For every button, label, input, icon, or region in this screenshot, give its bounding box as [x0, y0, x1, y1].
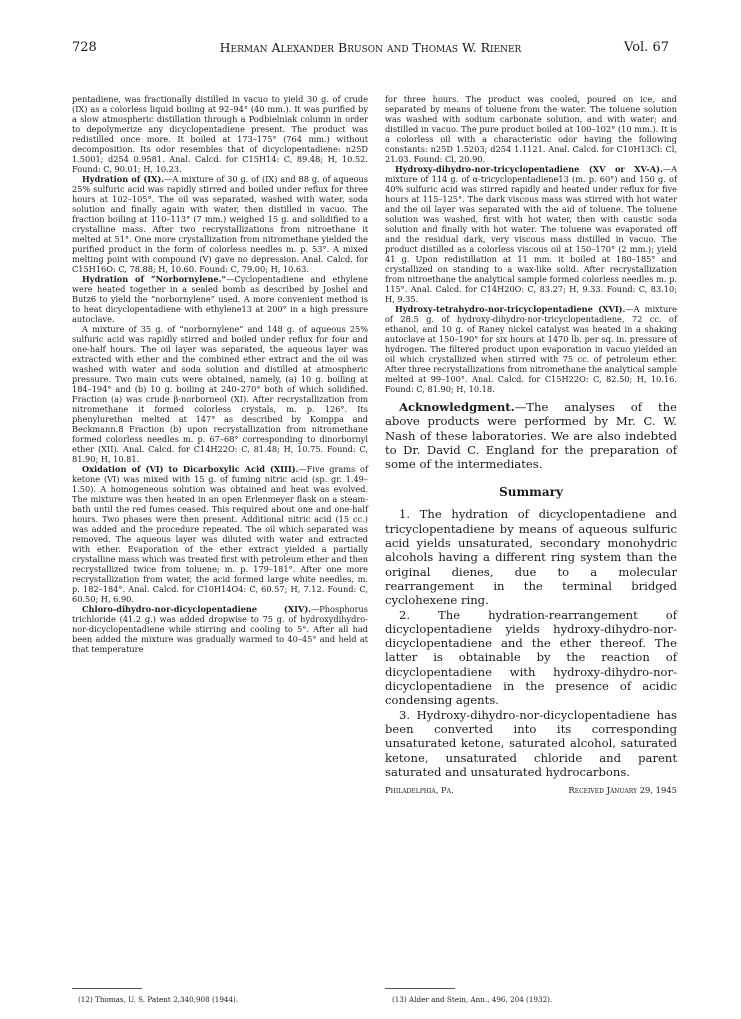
signature-city: Philadelphia, Pa.: [385, 785, 454, 796]
left-column: [72, 94, 368, 654]
paragraph-text: —Phosphorus trichloride (41.2 g.) was added dropwise to 75 g. of hydroxydihydro-nor-dicyclopentadiene while stirring and cooling to 5°. After all had been added the mixture was gradually warmed to 40–45° and held at that temperature: [72, 604, 368, 654]
section-run-in-heading: Hydration of “Norbornylene.”: [82, 274, 227, 284]
paragraph: [72, 604, 368, 654]
paragraph: [72, 94, 368, 174]
paragraph-text: —A mixture of 30 g. of (IX) and 88 g. of aqueous 25% sulfuric acid was rapidly stirred and boiled under reflux for three hours at 102–105°. The oil was separated, washed with water, soda solution and finally again with water, then distilled in vacuo. The fraction boiling at 110–113° (7 mm.) weighed 15 g. and solidified to a crystalline mass. After two recrystallizations from nitroethane it melted at 51°. One more crystallization from nitromethane yielded the purified product in the form of colorless needles m. p. 53°. A mixed melting point with compound (V) gave no depression. Anal. Calcd. for C15H16O: C, 78.88; H, 10.60. Found: C, 79.00; H, 10.63.: [72, 174, 368, 274]
running-head-authors: Herman Alexander Bruson and Thomas W. Riener: [219, 40, 522, 55]
paragraph-text: —A mixture of 28.5 g. of hydroxy-dihydro-nor-tricyclopentadiene, 72 cc. of ethanol, and 10 g. of Raney nickel catalyst was heated in a shaking autoclave at 150–190° for six hours at 1470 lb. per sq. in. pressure of hydrogen. The filtered product upon evaporation in vacuo yielded an oil which crystallized when stirred with 75 cc. of petroleum ether. After three recrystallizations from nitromethane the analytical sample melted at 99–100°. Anal. Calcd. for C15H22O: C, 82.50; H, 10.16. Found: C, 81.90; H, 10.18.: [385, 304, 678, 394]
footnote-12: (12) Thomas, U. S. Patent 2,340,908 (1944).: [78, 995, 239, 1004]
received-date: Received January 29, 1945: [568, 785, 677, 796]
footnote-rule-left: [72, 988, 142, 989]
right-column: [385, 94, 677, 799]
section-run-in-heading: Hydroxy-dihydro-nor-tricyclopentadiene (XV or XV-A).: [395, 164, 663, 174]
footnote-13: (13) Alder and Stein, Ann., 496, 204 (1932).: [392, 995, 553, 1004]
right-column-paragraphs: [385, 94, 677, 394]
paragraph: [72, 464, 368, 604]
paragraph-text: pentadiene, was fractionally distilled in vacuo to yield 30 g. of crude (IX) as a colorless liquid boiling at 92–94° (40 mm.). It was purified by a slow atmospheric distillation through a Podbielniak column in order to depolymerize any dicyclopentadiene present. The product was redistilled once more. It boiled at 173–175° (764 mm.) without decomposition. Its odor resembles that of dicyclopentadiene: n25D 1.5001; d254 0.9581. Anal. Calcd. for C15H14: C, 89.48; H, 10.52. Found: C, 90.01; H, 10.23.: [72, 94, 368, 174]
section-run-in-heading: Chloro-dihydro-nor-dicyclopentadiene (XIV).: [82, 604, 312, 614]
paragraph-text: —A mixture of 114 g. of α-tricyclopentadiene13 (m. p. 60°) and 150 g. of 40% sulfuric acid was stirred rapidly and heated under reflux for five hours at 115–125°. The dark viscous mass was stirred with hot water and the oil layer was separated with the aid of toluene. The toluene solution was washed, first with hot water, then with caustic soda solution and finally with hot water. The toluene was evaporated off and the residual dark, very viscous mass distilled in vacuo. The product distilled as a colorless viscous oil at 150–170° (2 mm.); yield 41 g. Upon redistillation at 11 mm. it boiled at 180–185° and crystallized on standing to a wax-like solid. After recrystallization from nitroethane the analytical sample formed colorless needles m. p. 115°. Anal. Calcd. for C14H20O: C, 83.27; H, 9.33. Found: C, 83.10; H, 9.35.: [385, 164, 677, 304]
section-run-in-heading: Hydroxy-tetrahydro-nor-tricyclopentadiene (XVI).: [395, 304, 626, 314]
paragraph: [385, 94, 677, 164]
paragraph: [72, 324, 368, 464]
summary-heading: Summary: [499, 485, 563, 500]
acknowledgment-heading: Acknowledgment.: [399, 400, 515, 414]
summary-item: 2. The hydration-rearrangement of dicyclopentadiene yields hydroxy-dihydro-nor-dicyclopentadiene and the ether thereof. The latter is obtainable by the reaction of dicyclopentadiene with hydroxy-dihydro-nor-dicyclopentadiene in the presence of acidic condensing agents.: [385, 607, 677, 708]
section-run-in-heading: Oxidation of (VI) to Dicarboxylic Acid (XIII).: [82, 464, 299, 474]
acknowledgment-text: —The analyses of the above products were performed by Mr. C. W. Nash of these laboratories. We are also indebted to Dr. David C. England for the preparation of some of the intermediates.: [385, 400, 677, 472]
signature-line: [385, 785, 677, 799]
paragraph: [72, 274, 368, 324]
paragraph-text: —Five grams of ketone (VI) was mixed with 15 g. of fuming nitric acid (sp. gr. 1.49–1.50). A homogeneous solution was obtained and heat was evolved. The mixture was then heated in an open Erlenmeyer flask on a steam-bath until the red fumes ceased. This required about one and one-half hours. Two phases were then present. Additional nitric acid (15 cc.) was added and the procedure repeated. The oil which separated was removed. The aqueous layer was diluted with water and extracted with ether. Evaporation of the ether extract yielded a partially crystalline mass which was treated first with petroleum ether and then recrystallized twice from toluene; m. p. 179–181°. After one more recrystallization from water, the acid formed large white needles, m. p. 182–184°. Anal. Calcd. for C10H14O4: C, 60.57; H, 7.12. Found: C, 60.50; H, 6.90.: [72, 464, 368, 604]
summary-list: [385, 507, 677, 779]
page-number: 728: [72, 40, 97, 55]
volume-label: Vol. 67: [624, 40, 669, 55]
paragraph: [72, 174, 368, 274]
footnote-rule-right: [385, 988, 455, 989]
paragraph: [385, 164, 677, 304]
summary-item: 3. Hydroxy-dihydro-nor-dicyclopentadiene has been converted into its corresponding unsaturated ketone, saturated alcohol, saturated ketone, unsaturated chloride and parent saturated and unsaturated hydrocarbons.: [385, 707, 677, 779]
paragraph: [385, 304, 677, 394]
page-header: [72, 40, 669, 58]
paragraph-text: A mixture of 35 g. of “norbornylene” and 148 g. of aqueous 25% sulfuric acid was rapidly stirred and boiled under reflux for four and one-half hours. The oil layer was separated, the aqueous layer was extracted with ether and the combined ether extract and the oil was washed with water and soda solution and distilled at atmospheric pressure. Two main cuts were obtained, namely, (a) 10 g. boiling at 184–194° and (b) 10 g. boiling at 240–270° both of which solidified. Fraction (a) was crude β-norborneol (XI). After recrystallization from nitromethane it formed colorless crystals, m. p. 126°. Its phenylurethan melted at 147° as described by Komppa and Beckmann.8 Fraction (b) upon recrystallization from nitromethane formed colorless needles m. p. 67–68° corresponding to dinorbornyl ether (XII). Anal. Calcd. for C14H22O: C, 81.48; H, 10.75. Found: C, 81.90; H, 10.81.: [72, 324, 368, 464]
acknowledgment: [385, 400, 677, 471]
section-run-in-heading: Hydration of (IX).: [82, 174, 165, 184]
paragraph-text: —Cyclopentadiene and ethylene were heated together in a sealed bomb as described by Joshel and Butz6 to yield the “norbornylene” used. A more convenient method is to heat dicyclopentadiene with ethylene13 at 200° in a high pressure autoclave.: [72, 274, 368, 324]
paragraph-text: for three hours. The product was cooled, poured on ice, and separated by means of toluene from the water. The toluene solution was washed with sodium carbonate solution, and with water; and distilled in vacuo. The pure product boiled at 100–102° (10 mm.). It is a colorless oil with a characteristic odor having the following constants: n25D 1.5203; d254 1.1121. Anal. Calcd. for C10H13Cl: Cl, 21.03. Found: Cl, 20.90.: [385, 94, 677, 164]
summary-item: 1. The hydration of dicyclopentadiene and tricyclopentadiene by means of aqueous sulfuric acid yields unsaturated, secondary monohydric alcohols having a different ring system than the original dienes, due to a molecular rearrangement in the terminal bridged cyclohexene ring.: [385, 507, 677, 608]
